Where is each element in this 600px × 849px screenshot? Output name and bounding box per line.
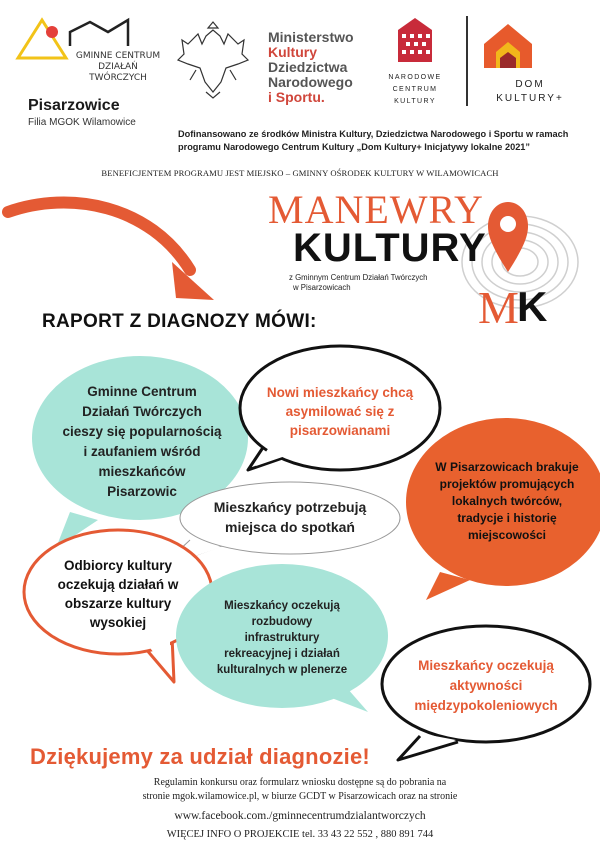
bubble-infrastructure-text: Mieszkańcy oczekują rozbudowy infrastruktury rekreacyjnej i działań kulturalnych w plenerze: [216, 600, 348, 676]
ministry-logo-text: Ministerstwo Kultury Dziedzictwa Narodowego i Sportu.: [268, 29, 354, 105]
dom-kultury-logo-icon: [484, 24, 532, 68]
bubble-intergenerational-text: Mieszkańcy oczekują aktywności międzypokoleniowych: [414, 658, 558, 713]
gcdt-logo-text: GMINNE CENTRUM DZIAŁAŃ TWÓRCZYCH: [75, 51, 161, 83]
title-organizer: z Gminnym Centrum Działań Twórczych w Pisarzowicach: [289, 273, 428, 292]
location-name: Pisarzowice: [28, 97, 120, 114]
mk-logo-k: K: [517, 283, 548, 330]
swoosh-arrow-icon: [8, 203, 214, 300]
bubble-high-culture-text: Odbiorcy kultury oczekują działań w obszarze kultury wysokiej: [57, 558, 179, 630]
beneficiary-line: BENEFICJENTEM PROGRAMU JEST MIEJSKO – GMINNY OŚRODEK KULTURY W WILAMOWICACH: [101, 168, 499, 178]
bubble-meeting-places-text: Mieszkańcy potrzebują miejsca do spotkań: [213, 499, 367, 535]
mk-logo-m: M: [478, 282, 519, 333]
report-heading: RAPORT Z DIAGNOZY MÓWI:: [42, 311, 317, 332]
rules-note: Regulamin konkursu oraz formularz wniosku dostępne są do pobrania na stronie mgok.wilamowice.pl, w biurze GCDT w Pisarzowicach oraz na stronie: [142, 777, 458, 802]
bubble-popularity-text: Gminne Centrum Działań Twórczych cieszy się popularnością i zaufaniem wśród mieszkańców Pisarzowic: [62, 384, 222, 499]
facebook-link[interactable]: www.facebook.com./gminnecentrumdzialantworczych: [174, 810, 426, 822]
nck-logo-text: NARODOWE CENTRUM KULTURY: [388, 74, 442, 105]
nck-logo-icon: [398, 18, 432, 62]
header-divider: [466, 16, 468, 106]
title-kultury: KULTURY: [293, 226, 487, 270]
bubble-lack-projects-text: W Pisarzowicach brakuje projektów promujących lokalnych twórców, tradycje i historię miejscowości: [435, 460, 579, 542]
project-contact: WIĘCEJ INFO O PROJEKCIE tel. 33 43 22 552 , 880 891 744: [166, 829, 434, 840]
title-manewry: MANEWRY: [268, 187, 484, 232]
thanks-heading: Dziękujemy za udział diagnozie!: [30, 744, 370, 769]
polish-eagle-icon: [178, 22, 248, 98]
location-pin-icon: [488, 202, 528, 272]
funding-note: Dofinansowano ze środków Ministra Kultury, Dziedzictwa Narodowego i Sportu w ramach programu Narodowego Centrum Kultury „Dom Kultury+ Inicjatywy lokalne 2021”: [178, 129, 569, 152]
dom-kultury-logo-text: DOM KULTURY+: [496, 79, 564, 104]
bubble-new-residents-text: Nowi mieszkańcy chcą asymilować się z pisarzowianami: [266, 385, 414, 438]
location-subtitle: Filia MGOK Wilamowice: [28, 117, 136, 128]
